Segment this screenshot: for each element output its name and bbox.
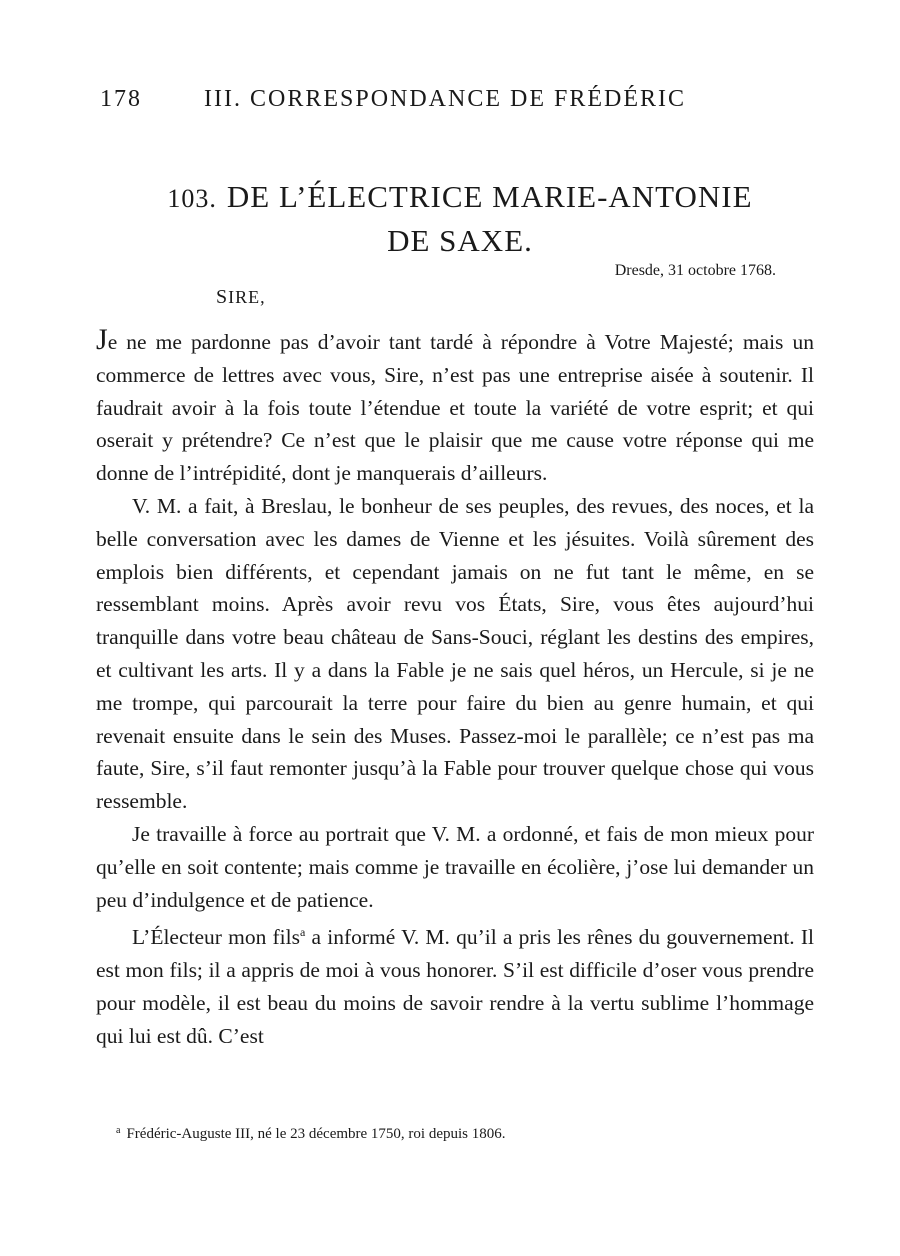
letter-title-line-2: DE SAXE. [387, 223, 533, 258]
paragraph-2: V. M. a fait, à Breslau, le bonheur de ses peuples, des revues, des noces, et la belle conversation avec les dames de Vienne et les jésuites. Voilà sûrement des emplois bien différents, et cependant jamais on ne fut tant le même, en se ressemblant moins. Après avoir revu vos États, Sire, vous êtes aujourd’hui tranquille dans votre beau château de Sans-Souci, réglant les destins des empires, et cultivant les arts. Il y a dans la Fable je ne sais quel héros, un Hercule, si je ne me trompe, qui parcourait la terre pour faire du bien au genre humain, et qui revenait ensuite dans le sein des Muses. Passez-moi le parallèle; ce n’est pas ma faute, Sire, s’il faut remonter jusqu’à la Fable pour trouver quelque chose qui vous ressemble. [96, 493, 814, 814]
letter-number: 103. [167, 184, 217, 213]
letter-title [100, 176, 820, 262]
footnote-text: Frédéric-Auguste III, né le 23 décembre 1750, roi depuis 1806. [126, 1126, 506, 1142]
footnote-label: a [116, 1125, 121, 1136]
paragraph-initial: J [96, 323, 108, 356]
dateline: Dresde, 31 octobre 1768. [614, 262, 776, 279]
running-head [100, 86, 740, 116]
paragraph-4-text-b: a informé V. M. qu’il a pris les rênes du gouvernement. Il est mon fils; il a appris de moi à vous honorer. S’il est difficile d’oser vous prendre pour modèle, il est beau du moins de savoir rendre à la vertu sublime l’hommage qui lui est dû. C’est [96, 925, 814, 1048]
page-number: 178 [100, 86, 142, 112]
paragraph-4-text-a: L’Électeur mon fils [132, 925, 300, 950]
footnote-marker: a [300, 925, 306, 940]
letter-title-line-1 [100, 176, 820, 220]
paragraph-1 [96, 324, 814, 490]
footnote [116, 1125, 506, 1143]
salutation-rest: IRE, [228, 287, 266, 307]
running-title: III. CORRESPONDANCE DE FRÉDÉRIC [204, 86, 687, 112]
salutation [216, 286, 266, 309]
salutation-initial: S [216, 286, 229, 308]
letter-body [96, 324, 814, 1053]
paragraph-3: Je travaille à force au portrait que V. M. a ordonné, et fais de mon mieux pour qu’elle en soit contente; mais comme je travaille en écolière, j’ose lui demander un peu d’indulgence et de patience. [96, 821, 814, 912]
paragraph-4 [96, 916, 814, 1052]
letter-title-text-1: DE L’ÉLECTRICE MARIE-ANTONIE [226, 179, 753, 214]
paragraph-1-text: e ne me pardonne pas d’avoir tant tardé à répondre à Votre Majesté; mais un commerce de lettres avec vous, Sire, n’est pas une entreprise aisée à soutenir. Il faudrait avoir à la fois toute l’étendue et toute la variété de votre esprit; et qui oserait y prétendre? Ce n’est que le plaisir que me cause votre réponse qui me donne de l’intrépidité, dont je manquerais d’ailleurs. [96, 330, 814, 486]
